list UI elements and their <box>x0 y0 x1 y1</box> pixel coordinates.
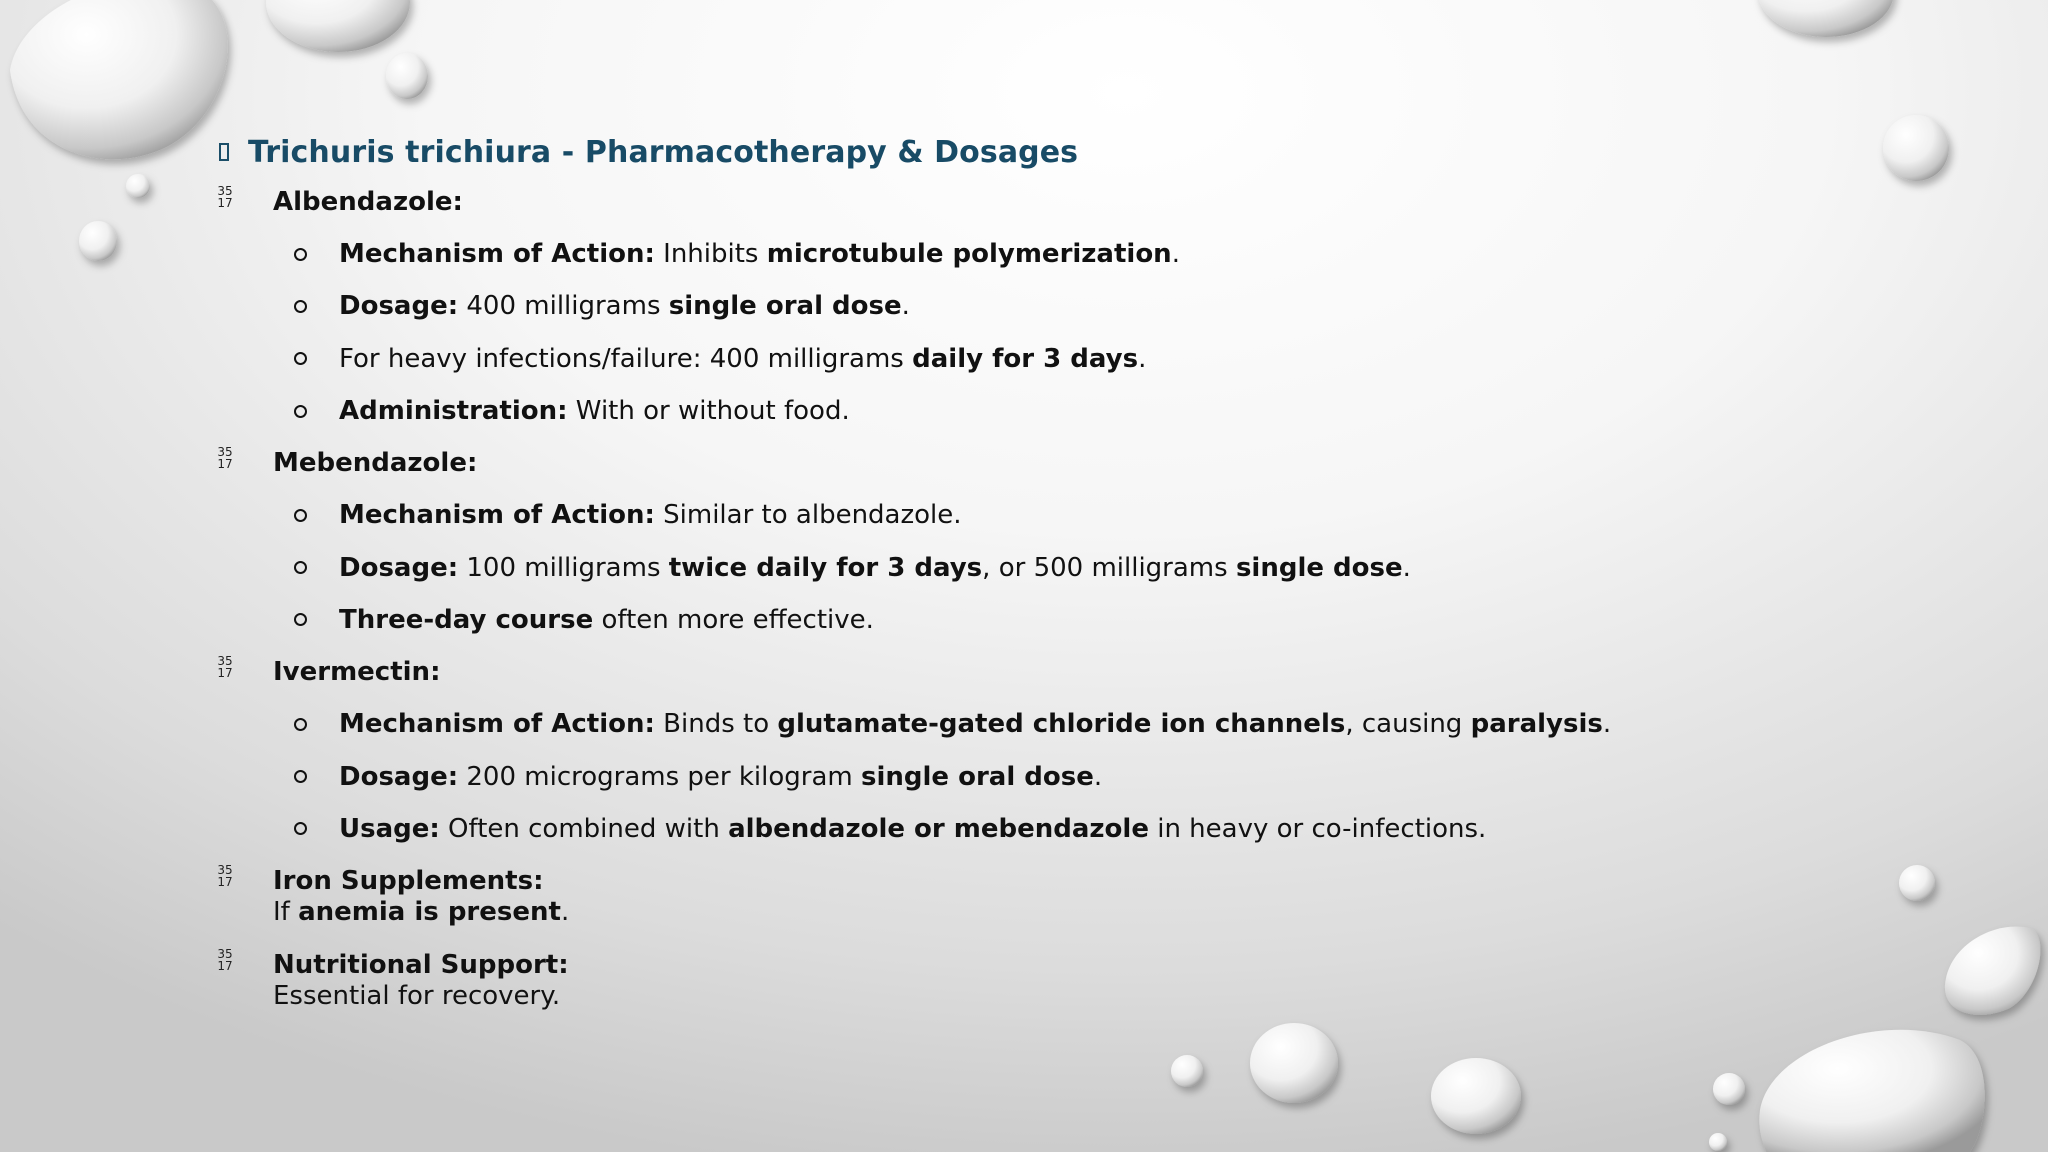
list-item <box>217 228 1917 280</box>
section-list <box>217 176 1917 1017</box>
list-item-text <box>339 553 1411 583</box>
circle-bullet-icon <box>294 613 307 626</box>
drop-bottom-right-tiny <box>1709 1133 1727 1151</box>
slide-content <box>217 128 1917 1023</box>
circle-bullet-icon <box>294 561 307 574</box>
section-heading <box>217 855 1917 907</box>
drop-bottom-right-large <box>1759 1030 1984 1152</box>
marker-bottom: 17 <box>217 666 233 681</box>
section-label: Iron Supplements: <box>273 865 544 896</box>
section-heading <box>217 939 1917 991</box>
circle-bullet-icon <box>294 822 307 835</box>
text-run: . <box>901 291 910 322</box>
bold-text: twice daily for 3 days <box>668 552 983 583</box>
drop-bottom-center-1 <box>1250 1023 1338 1103</box>
circle-bullet-icon <box>294 770 307 783</box>
square-bullet-icon <box>219 143 229 161</box>
text-run: If <box>273 896 299 927</box>
slide-title: Trichuris trichiura - Pharmacotherapy & Dosages <box>248 134 1079 170</box>
section-label: Albendazole: <box>273 187 463 217</box>
drop-top-left-2 <box>266 0 410 52</box>
marker-top: 35 <box>217 862 233 877</box>
text-run: , causing <box>1345 709 1471 740</box>
bold-text: Dosage: <box>339 552 459 583</box>
list-item-text <box>339 814 1486 844</box>
drop-right-mid <box>1945 927 2040 1015</box>
list-item <box>217 333 1917 385</box>
title-row <box>217 128 1917 176</box>
bold-text: Mechanism of Action: <box>339 239 655 270</box>
section-2 <box>217 437 1917 646</box>
bold-text: Dosage: <box>339 761 459 792</box>
fraction-bullet-icon <box>217 185 233 209</box>
list-item <box>217 385 1917 437</box>
drop-left-small <box>126 174 150 198</box>
fraction-bullet-icon <box>217 864 233 888</box>
bold-text: paralysis <box>1470 709 1603 740</box>
section-5 <box>217 939 1917 1017</box>
bold-text: glutamate-gated chloride ion channels <box>777 709 1346 740</box>
list-item <box>217 280 1917 332</box>
list-item-text <box>339 709 1611 739</box>
drop-bottom-center-3 <box>1171 1055 1203 1087</box>
marker-bottom: 17 <box>217 958 233 973</box>
marker-top: 35 <box>217 445 233 460</box>
list-item <box>217 698 1917 750</box>
fraction-bullet-icon <box>217 655 233 679</box>
text-run: 400 milligrams <box>458 291 669 322</box>
section-4 <box>217 855 1917 933</box>
list-item-text <box>339 239 1180 269</box>
bold-text: Mechanism of Action: <box>339 709 655 740</box>
bold-text: daily for 3 days <box>912 343 1139 374</box>
text-run: Binds to <box>654 709 778 740</box>
list-item <box>217 541 1917 593</box>
drop-left-mid <box>79 221 117 261</box>
list-item-text <box>339 291 910 321</box>
circle-bullet-icon <box>294 509 307 522</box>
marker-top: 35 <box>217 946 233 961</box>
text-run: Essential for recovery. <box>273 980 561 1011</box>
list-item-text <box>339 396 850 426</box>
list-item-text <box>339 605 874 635</box>
section-3 <box>217 646 1917 855</box>
drop-large-top-left <box>10 0 228 159</box>
section-heading <box>217 176 1917 228</box>
bold-text: single dose <box>1235 552 1403 583</box>
circle-bullet-icon <box>294 718 307 731</box>
bold-text: Dosage: <box>339 291 459 322</box>
circle-bullet-icon <box>294 300 307 313</box>
text-run: 200 micrograms per kilogram <box>458 761 861 792</box>
bold-text: Mechanism of Action: <box>339 500 655 531</box>
text-run: . <box>1138 343 1147 374</box>
drop-bottom-center-2 <box>1431 1058 1521 1134</box>
list-item <box>217 489 1917 541</box>
text-run: 100 milligrams <box>458 552 669 583</box>
text-run: . <box>560 896 570 927</box>
section-label: Ivermectin: <box>273 657 441 688</box>
circle-bullet-icon <box>294 352 307 365</box>
text-run: in heavy or co-infections. <box>1148 813 1487 844</box>
bold-text: Administration: <box>339 396 568 427</box>
text-run: With or without food. <box>567 396 850 427</box>
marker-bottom: 17 <box>217 874 233 889</box>
list-item-text <box>339 762 1102 792</box>
fraction-bullet-icon <box>217 948 233 972</box>
bold-text: single oral dose <box>860 761 1094 792</box>
drop-bottom-right-small <box>1713 1073 1745 1105</box>
text-run: . <box>1171 239 1180 270</box>
fraction-bullet-icon <box>217 446 233 470</box>
bold-text: single oral dose <box>668 291 902 322</box>
section-heading <box>217 437 1917 489</box>
circle-bullet-icon <box>294 405 307 418</box>
text-run: Often combined with <box>439 813 729 844</box>
marker-top: 35 <box>217 654 233 669</box>
bold-text: Three-day course <box>339 604 594 635</box>
section-1 <box>217 176 1917 437</box>
marker-top: 35 <box>217 184 233 198</box>
text-run: Similar to albendazole. <box>654 500 962 531</box>
section-heading <box>217 646 1917 698</box>
drop-top-left-3 <box>386 53 428 99</box>
marker-bottom: 17 <box>217 457 233 472</box>
text-run: . <box>1602 709 1612 740</box>
section-label: Nutritional Support: <box>273 949 569 980</box>
bold-text: albendazole or mebendazole <box>728 813 1149 844</box>
bold-text: Usage: <box>339 813 440 844</box>
list-item <box>217 803 1917 855</box>
list-item <box>217 594 1917 646</box>
list-item-text <box>339 500 962 530</box>
text-run: . <box>1093 761 1103 792</box>
list-item <box>217 750 1917 802</box>
bold-text: anemia is present <box>298 896 561 927</box>
list-item-text <box>339 344 1146 374</box>
text-run: Inhibits <box>654 239 767 270</box>
text-run: often more effective. <box>593 604 874 635</box>
bold-text: microtubule polymerization <box>766 239 1172 270</box>
section-label: Mebendazole: <box>273 448 478 479</box>
text-run: , or 500 milligrams <box>982 552 1236 583</box>
circle-bullet-icon <box>294 248 307 261</box>
text-run: . <box>1402 552 1411 583</box>
text-run: For heavy infections/failure: 400 milligrams <box>339 343 913 374</box>
marker-bottom: 17 <box>217 196 233 210</box>
drop-top-right <box>1758 0 1894 37</box>
